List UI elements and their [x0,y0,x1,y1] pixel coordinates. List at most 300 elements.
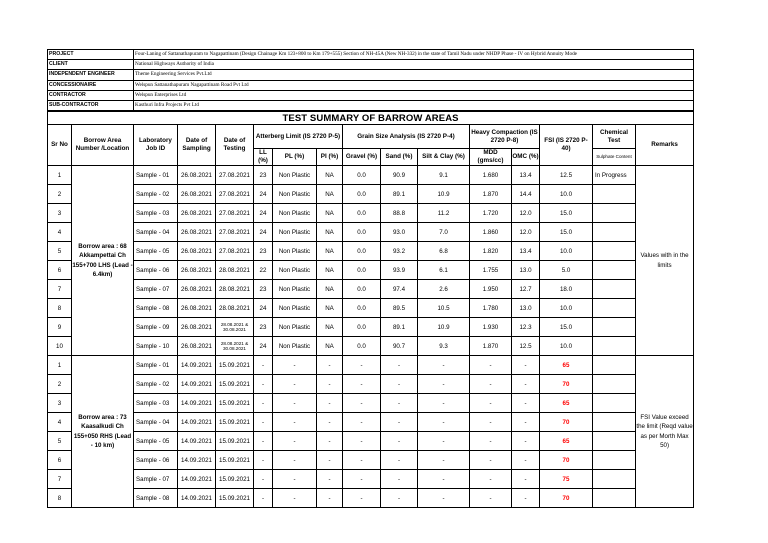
cell-chemical [593,489,636,508]
cell-lab-job: Sample - 02 [134,185,178,204]
cell-sand: 90.7 [381,337,418,356]
cell-date-sampling: 14.09.2021 [178,356,216,375]
cell-pl: Non Plastic [273,318,317,337]
cell-lab-job: Sample - 08 [134,489,178,508]
cell-pi: NA [317,280,343,299]
cell-lab-job: Sample - 06 [134,261,178,280]
table-row [48,451,694,470]
cell-sand: - [381,375,418,394]
cell-chemical [593,432,636,451]
cell-date-sampling: 26.08.2021 [178,280,216,299]
cell-omc: - [512,375,540,394]
cell-chemical [593,337,636,356]
cell-fsi: 70 [540,451,593,470]
cell-mdd: - [470,432,512,451]
cell-pi: NA [317,242,343,261]
header-ll: LL (%) [254,149,273,166]
cell-silt-clay: 6.1 [418,261,470,280]
cell-mdd: 1.870 [470,185,512,204]
cell-sr-no: 8 [48,489,72,508]
remarks-cell: FSI Value exceed the limit (Reqd value as per Morth Max 50) [636,356,694,508]
cell-omc: - [512,432,540,451]
info-value: Theme Engineering Services Pvt.Ltd [134,70,694,80]
cell-pl: Non Plastic [273,166,317,185]
cell-ll: - [254,375,273,394]
cell-fsi: 75 [540,470,593,489]
cell-pl: - [273,470,317,489]
cell-date-testing: 27.08.2021 [216,242,254,261]
info-key: SUB-CONTRACTOR [48,101,134,111]
cell-pi: NA [317,299,343,318]
info-value: Welspun Sattanathapuram Nagapattinam Road Pvt Ltd [134,80,694,90]
header-pi: PI (%) [317,149,343,166]
cell-lab-job: Sample - 04 [134,413,178,432]
cell-date-testing: 15.09.2021 [216,470,254,489]
cell-ll: - [254,394,273,413]
cell-fsi: 18.0 [540,280,593,299]
cell-fsi: 10.0 [540,299,593,318]
cell-pl: Non Plastic [273,337,317,356]
cell-date-sampling: 26.08.2021 [178,185,216,204]
cell-chemical [593,318,636,337]
cell-sr-no: 6 [48,451,72,470]
header-fsi: FSI (IS 2720 P-40) [540,125,593,166]
cell-ll: - [254,432,273,451]
cell-sand: - [381,470,418,489]
cell-omc: 12.3 [512,318,540,337]
cell-mdd: 1.820 [470,242,512,261]
cell-omc: - [512,451,540,470]
cell-omc: 13.4 [512,242,540,261]
cell-date-testing: 15.09.2021 [216,375,254,394]
cell-fsi: 65 [540,356,593,375]
cell-omc: 12.7 [512,280,540,299]
info-row [48,60,694,70]
cell-date-sampling: 14.09.2021 [178,394,216,413]
cell-fsi: 65 [540,394,593,413]
cell-pi: - [317,413,343,432]
cell-ll: 23 [254,242,273,261]
cell-lab-job: Sample - 07 [134,280,178,299]
cell-ll: 23 [254,318,273,337]
cell-omc: - [512,413,540,432]
cell-mdd: - [470,356,512,375]
header-date-sampling: Date of Sampling [178,125,216,166]
cell-silt-clay: 9.3 [418,337,470,356]
cell-sand: - [381,489,418,508]
header-lab-job: Laboratory Job ID [134,125,178,166]
cell-ll: 24 [254,337,273,356]
cell-date-sampling: 26.08.2021 [178,223,216,242]
cell-date-testing: 28.08.2021 [216,299,254,318]
cell-pl: Non Plastic [273,299,317,318]
info-value: Welspun Enterprises Ltd [134,90,694,100]
cell-fsi: 10.0 [540,242,593,261]
cell-fsi: 10.0 [540,337,593,356]
table-row [48,337,694,356]
cell-date-sampling: 14.09.2021 [178,432,216,451]
cell-sand: - [381,413,418,432]
cell-date-testing: 28.08.2021 [216,280,254,299]
cell-silt-clay: - [418,470,470,489]
cell-mdd: - [470,394,512,413]
cell-silt-clay: - [418,375,470,394]
cell-chemical [593,375,636,394]
cell-ll: - [254,470,273,489]
cell-silt-clay: - [418,432,470,451]
cell-gravel: 0.0 [343,280,381,299]
header-compaction: Heavy Compaction (IS 2720 P-8) [470,125,540,149]
table-row [48,489,694,508]
header-sulphate: Sulphate Content [593,149,636,166]
cell-ll: 24 [254,204,273,223]
cell-silt-clay: - [418,394,470,413]
cell-sr-no: 2 [48,375,72,394]
cell-date-testing: 15.09.2021 [216,394,254,413]
cell-chemical [593,223,636,242]
header-omc: OMC (%) [512,149,540,166]
cell-lab-job: Sample - 05 [134,432,178,451]
cell-date-sampling: 26.08.2021 [178,242,216,261]
cell-date-testing: 27.08.2021 [216,223,254,242]
cell-silt-clay: 7.0 [418,223,470,242]
table-row [48,394,694,413]
info-row [48,101,694,111]
cell-chemical [593,413,636,432]
cell-pi: - [317,394,343,413]
cell-mdd: - [470,451,512,470]
cell-silt-clay: - [418,413,470,432]
cell-fsi: 5.0 [540,261,593,280]
cell-omc: 12.5 [512,337,540,356]
cell-pl: Non Plastic [273,242,317,261]
cell-date-sampling: 14.09.2021 [178,413,216,432]
cell-gravel: - [343,470,381,489]
cell-sr-no: 7 [48,470,72,489]
info-row [48,70,694,80]
cell-gravel: 0.0 [343,318,381,337]
cell-pl: - [273,394,317,413]
table-row [48,318,694,337]
info-value: Kasthuri Infra Projects Pvt Ltd [134,101,694,111]
table-row [48,204,694,223]
table-row [48,166,694,185]
test-summary-sheet [47,49,693,508]
cell-ll: 24 [254,223,273,242]
header-grain-size: Grain Size Analysis (IS 2720 P-4) [343,125,470,149]
cell-mdd: 1.720 [470,204,512,223]
cell-omc: - [512,356,540,375]
cell-lab-job: Sample - 03 [134,394,178,413]
cell-date-testing: 15.09.2021 [216,489,254,508]
cell-pi: - [317,470,343,489]
project-info-table [47,49,694,111]
cell-sr-no: 9 [48,318,72,337]
header-mdd: MDD (gms/cc) [470,149,512,166]
cell-gravel: 0.0 [343,204,381,223]
cell-sr-no: 5 [48,242,72,261]
cell-ll: - [254,413,273,432]
cell-mdd: 1.755 [470,261,512,280]
cell-pi: NA [317,204,343,223]
cell-fsi: 15.0 [540,204,593,223]
cell-pi: NA [317,166,343,185]
cell-sand: - [381,394,418,413]
cell-sr-no: 1 [48,166,72,185]
cell-omc: 13.0 [512,261,540,280]
cell-sand: - [381,356,418,375]
info-key: INDEPENDENT ENGINEER [48,70,134,80]
cell-date-testing: 27.08.2021 [216,166,254,185]
cell-pi: NA [317,261,343,280]
cell-pl: Non Plastic [273,280,317,299]
borrow-area-location: Borrow area : 73 Kaasalkudi Ch 155+050 RHS (Lead - 10 km) [72,356,134,508]
cell-pl: - [273,375,317,394]
cell-gravel: 0.0 [343,337,381,356]
info-value: Four-Laning of Sattanathapuram to Nagapattinam (Design Chainage Km 123+800 to Km 179+555) Section of NH-45A (New NH-332) in the state of Tamil Nadu under NHDP Phase - IV on Hybrid Annuity Mode [134,50,694,60]
cell-mdd: 1.680 [470,166,512,185]
info-key: CONCESSIONAIRE [48,80,134,90]
cell-sr-no: 10 [48,337,72,356]
cell-gravel: - [343,489,381,508]
cell-gravel: 0.0 [343,223,381,242]
cell-date-testing: 28.08.2021 & 30.08.2021 [216,337,254,356]
table-row [48,261,694,280]
cell-lab-job: Sample - 06 [134,451,178,470]
cell-lab-job: Sample - 09 [134,318,178,337]
info-value: National Highways Authority of India [134,60,694,70]
table-row [48,242,694,261]
cell-chemical [593,204,636,223]
cell-lab-job: Sample - 02 [134,375,178,394]
cell-gravel: - [343,375,381,394]
cell-silt-clay: - [418,451,470,470]
cell-sr-no: 3 [48,394,72,413]
table-row [48,432,694,451]
cell-pi: NA [317,185,343,204]
cell-lab-job: Sample - 03 [134,204,178,223]
header-gravel: Gravel (%) [343,149,381,166]
cell-sr-no: 1 [48,356,72,375]
cell-fsi: 15.0 [540,318,593,337]
cell-sand: 88.8 [381,204,418,223]
cell-pi: - [317,432,343,451]
cell-silt-clay: - [418,356,470,375]
cell-pl: - [273,451,317,470]
table-row [48,413,694,432]
cell-pi: NA [317,318,343,337]
cell-sand: 97.4 [381,280,418,299]
cell-pi: - [317,489,343,508]
info-row [48,50,694,60]
cell-date-sampling: 14.09.2021 [178,375,216,394]
cell-sand: 89.1 [381,318,418,337]
cell-silt-clay: 10.9 [418,185,470,204]
cell-fsi: 12.5 [540,166,593,185]
cell-gravel: 0.0 [343,261,381,280]
cell-mdd: 1.780 [470,299,512,318]
cell-sand: 89.1 [381,185,418,204]
cell-chemical [593,394,636,413]
cell-pl: - [273,432,317,451]
cell-lab-job: Sample - 04 [134,223,178,242]
cell-ll: 22 [254,261,273,280]
cell-date-sampling: 26.08.2021 [178,204,216,223]
header-date-testing: Date of Testing [216,125,254,166]
cell-date-testing: 15.09.2021 [216,413,254,432]
cell-sand: 90.9 [381,166,418,185]
header-pl: PL (%) [273,149,317,166]
cell-pi: - [317,451,343,470]
cell-sr-no: 7 [48,280,72,299]
cell-sr-no: 6 [48,261,72,280]
cell-ll: - [254,356,273,375]
cell-date-sampling: 14.09.2021 [178,489,216,508]
page-title: TEST SUMMARY OF BARROW AREAS [48,112,694,125]
info-key: CLIENT [48,60,134,70]
cell-pl: Non Plastic [273,261,317,280]
table-row [48,356,694,375]
cell-chemical [593,280,636,299]
cell-ll: - [254,489,273,508]
cell-chemical [593,185,636,204]
cell-gravel: - [343,413,381,432]
cell-date-testing: 27.08.2021 [216,204,254,223]
cell-pl: - [273,489,317,508]
table-row [48,299,694,318]
cell-chemical [593,470,636,489]
info-row [48,90,694,100]
cell-silt-clay: 10.9 [418,318,470,337]
cell-omc: - [512,489,540,508]
cell-gravel: 0.0 [343,166,381,185]
cell-mdd: 1.860 [470,223,512,242]
cell-silt-clay: 11.2 [418,204,470,223]
cell-gravel: 0.0 [343,299,381,318]
cell-mdd: 1.870 [470,337,512,356]
cell-date-sampling: 26.08.2021 [178,166,216,185]
cell-lab-job: Sample - 01 [134,166,178,185]
cell-silt-clay: 9.1 [418,166,470,185]
cell-date-testing: 28.08.2021 [216,261,254,280]
info-key: PROJECT [48,50,134,60]
cell-sand: - [381,432,418,451]
table-row [48,470,694,489]
cell-chemical [593,261,636,280]
cell-ll: 23 [254,166,273,185]
table-row [48,280,694,299]
header-sand: Sand (%) [381,149,418,166]
cell-fsi: 65 [540,432,593,451]
cell-gravel: - [343,432,381,451]
cell-date-sampling: 14.09.2021 [178,470,216,489]
cell-sr-no: 4 [48,223,72,242]
cell-pi: - [317,356,343,375]
remarks-cell: Values with in the limits [636,166,694,356]
cell-lab-job: Sample - 05 [134,242,178,261]
cell-omc: - [512,394,540,413]
cell-silt-clay: 6.8 [418,242,470,261]
header-atterberg: Atterberg Limit (IS 2720 P-5) [254,125,343,149]
cell-silt-clay: - [418,489,470,508]
cell-omc: 13.4 [512,166,540,185]
cell-omc: 12.0 [512,223,540,242]
cell-mdd: 1.930 [470,318,512,337]
cell-omc: 13.0 [512,299,540,318]
cell-sr-no: 5 [48,432,72,451]
cell-ll: 24 [254,299,273,318]
cell-fsi: 15.0 [540,223,593,242]
cell-sr-no: 3 [48,204,72,223]
barrow-summary-table [47,111,694,508]
cell-omc: 14.4 [512,185,540,204]
cell-date-testing: 28.08.2021 & 30.08.2021 [216,318,254,337]
cell-fsi: 70 [540,375,593,394]
info-key: CONTRACTOR [48,90,134,100]
cell-ll: 23 [254,280,273,299]
cell-sand: - [381,451,418,470]
cell-pl: Non Plastic [273,204,317,223]
cell-omc: 12.0 [512,204,540,223]
cell-lab-job: Sample - 08 [134,299,178,318]
cell-sr-no: 2 [48,185,72,204]
cell-pl: Non Plastic [273,185,317,204]
cell-gravel: 0.0 [343,185,381,204]
cell-fsi: 10.0 [540,185,593,204]
cell-lab-job: Sample - 07 [134,470,178,489]
cell-date-testing: 15.09.2021 [216,432,254,451]
info-row [48,80,694,90]
cell-date-sampling: 14.09.2021 [178,451,216,470]
cell-date-sampling: 26.08.2021 [178,337,216,356]
cell-pi: NA [317,337,343,356]
cell-sand: 93.9 [381,261,418,280]
cell-fsi: 70 [540,413,593,432]
cell-gravel: 0.0 [343,242,381,261]
cell-fsi: 70 [540,489,593,508]
header-remarks: Remarks [636,125,694,166]
cell-sr-no: 4 [48,413,72,432]
cell-date-sampling: 26.08.2021 [178,318,216,337]
cell-mdd: - [470,413,512,432]
cell-chemical [593,451,636,470]
cell-mdd: 1.950 [470,280,512,299]
cell-date-testing: 15.09.2021 [216,451,254,470]
cell-gravel: - [343,394,381,413]
cell-gravel: - [343,356,381,375]
header-borrow-area: Borrow Area Number /Location [72,125,134,166]
table-row [48,375,694,394]
cell-chemical [593,299,636,318]
cell-silt-clay: 2.6 [418,280,470,299]
cell-pl: - [273,413,317,432]
cell-chemical [593,356,636,375]
cell-mdd: - [470,375,512,394]
cell-sand: 93.2 [381,242,418,261]
header-sr-no: Sr No [48,125,72,166]
cell-sr-no: 8 [48,299,72,318]
cell-sand: 93.0 [381,223,418,242]
header-chemical: Chemical Test [593,125,636,149]
cell-pi: - [317,375,343,394]
cell-mdd: - [470,489,512,508]
cell-date-testing: 15.09.2021 [216,356,254,375]
cell-lab-job: Sample - 10 [134,337,178,356]
table-row [48,185,694,204]
cell-pi: NA [317,223,343,242]
cell-chemical [593,242,636,261]
chemical-test-status: In Progress [593,166,636,185]
